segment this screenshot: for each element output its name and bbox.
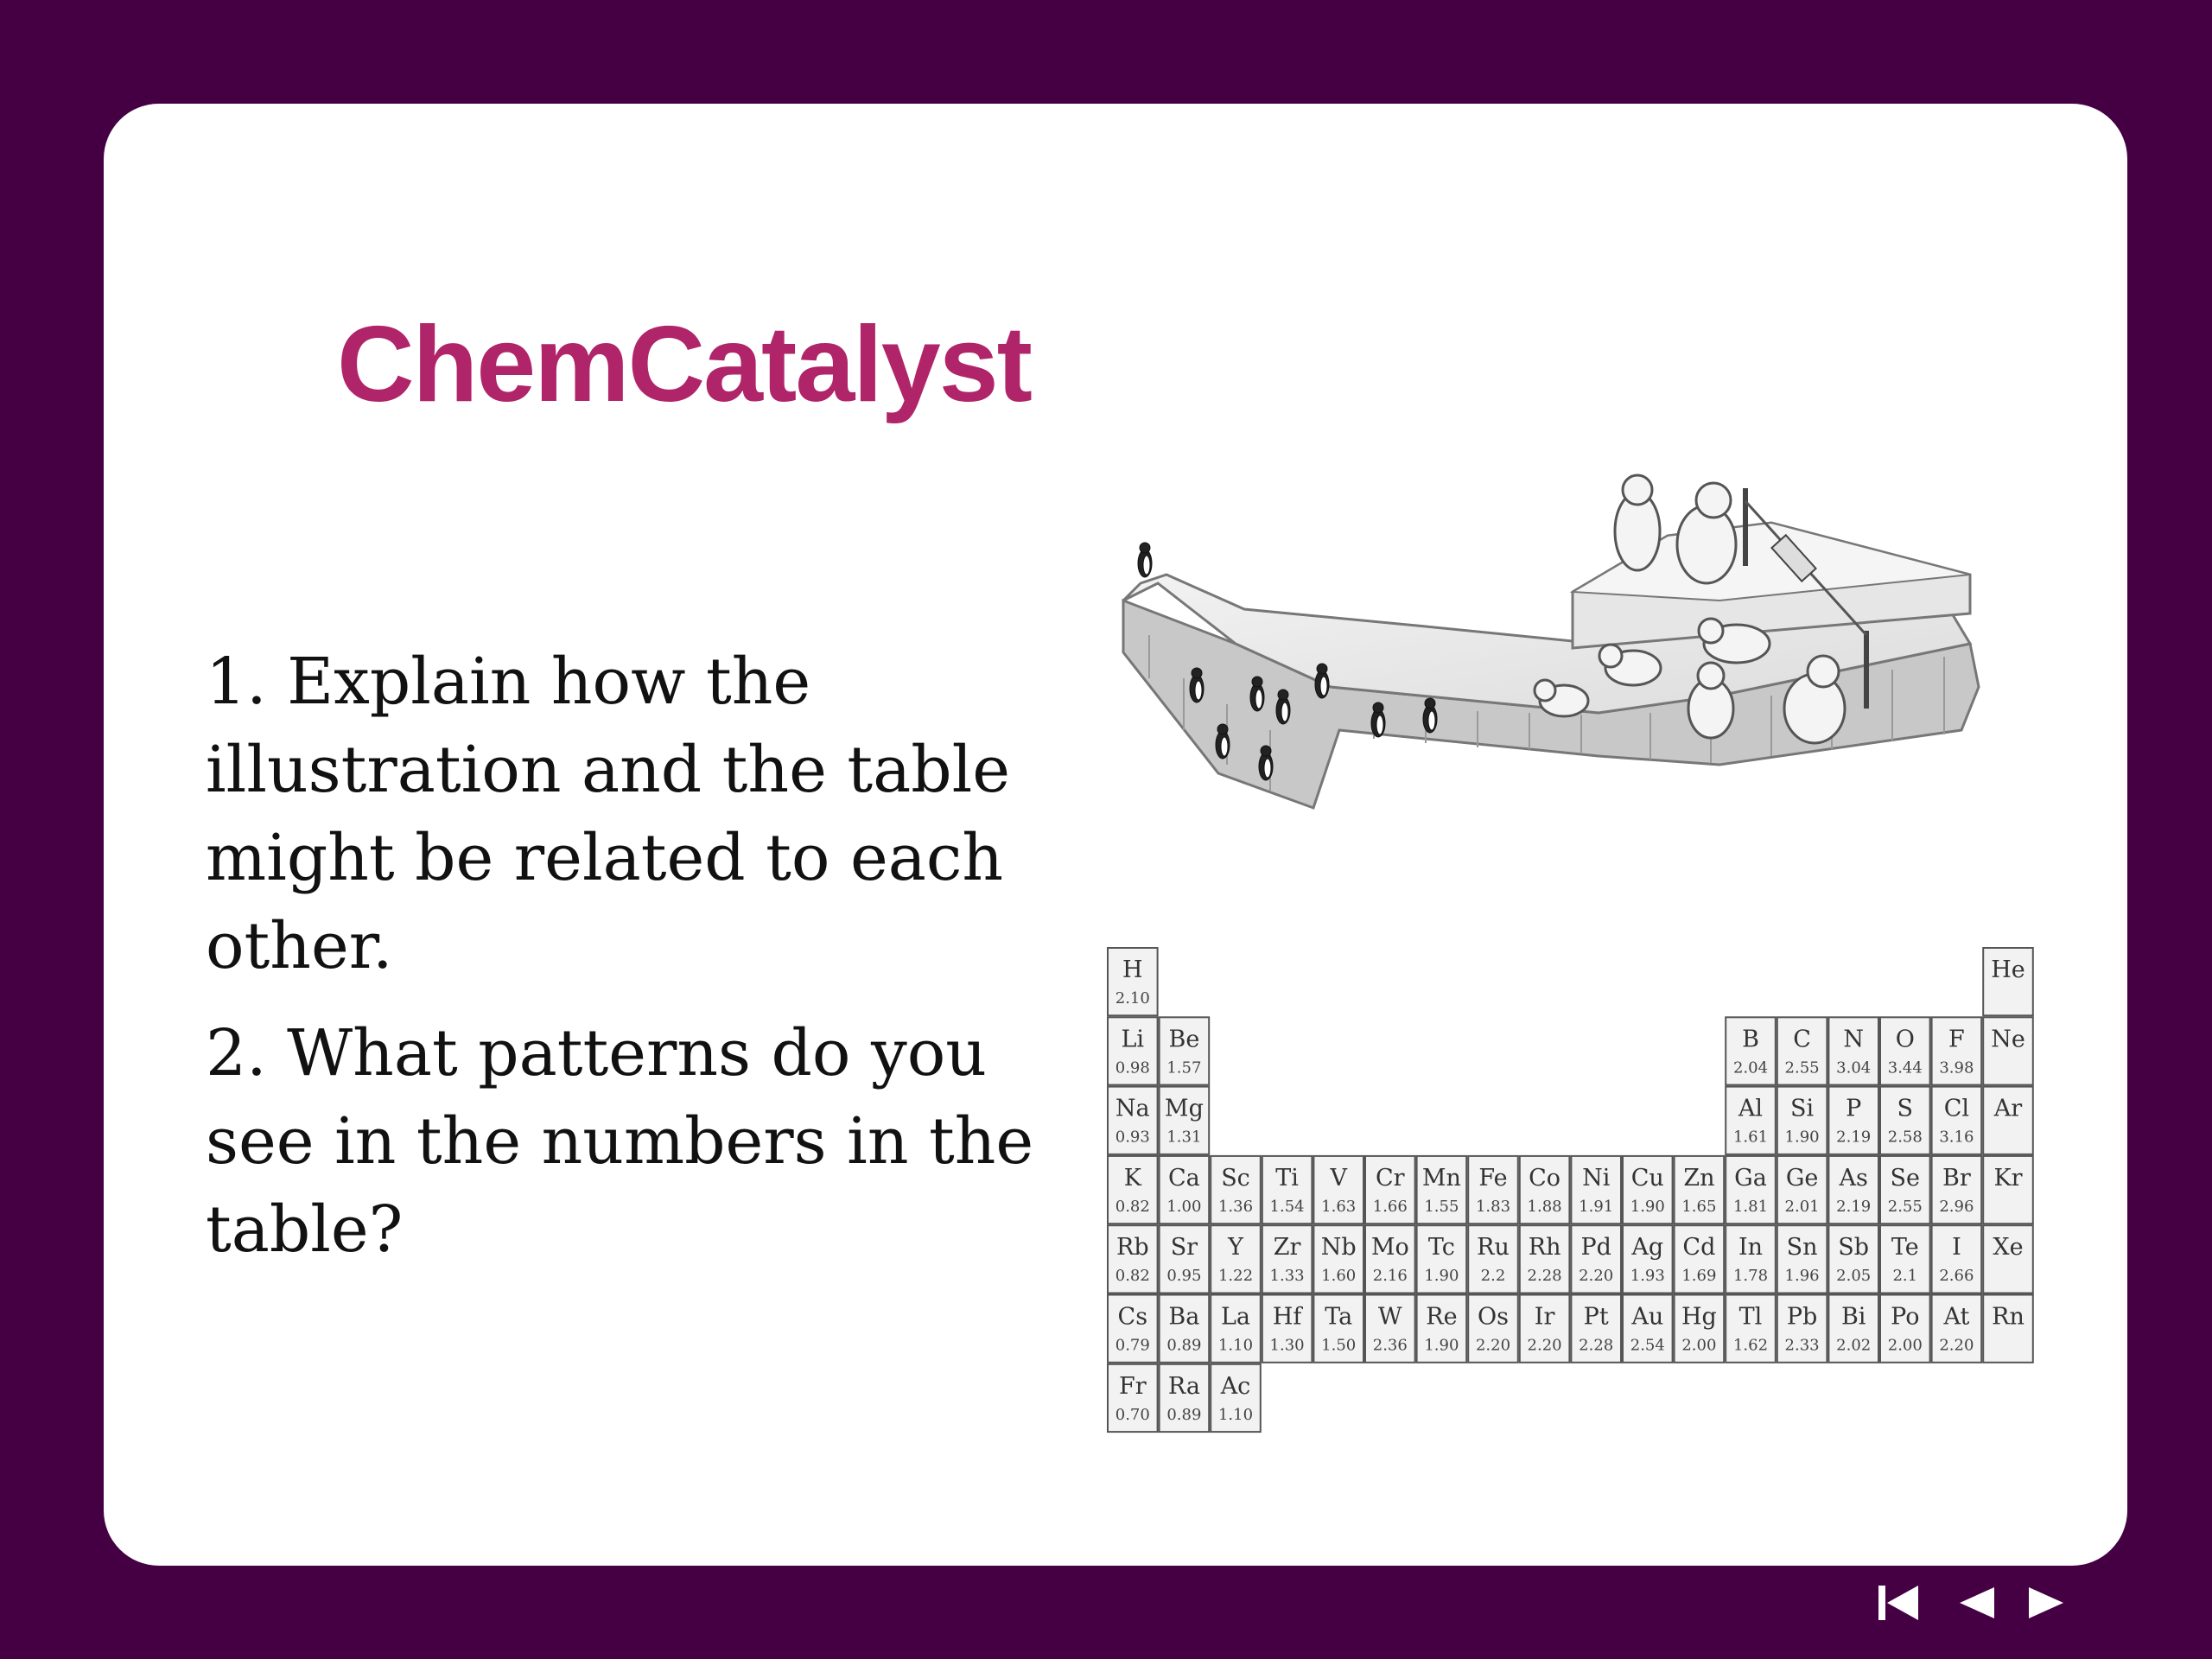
element-cell-in — [1726, 1225, 1776, 1293]
element-cell-o — [1880, 1017, 1930, 1084]
electronegativity-periodic-table — [1106, 946, 2036, 1437]
electronegativity-value: 0.70 — [1115, 1405, 1150, 1424]
electronegativity-value: 1.90 — [1424, 1267, 1459, 1286]
element-cell-na — [1108, 1087, 1158, 1154]
element-symbol: Rb — [1116, 1234, 1149, 1262]
electronegativity-value: 2.00 — [1681, 1336, 1717, 1355]
element-cell-sn — [1777, 1225, 1827, 1293]
element-symbol: Ni — [1582, 1164, 1611, 1192]
element-symbol: Cr — [1376, 1164, 1405, 1192]
electronegativity-value: 2.55 — [1784, 1058, 1820, 1077]
element-cell-re — [1417, 1295, 1467, 1363]
element-symbol: Rn — [1992, 1303, 2024, 1331]
element-cell-ra — [1160, 1364, 1210, 1432]
element-cell-ti — [1262, 1156, 1313, 1224]
element-symbol: Co — [1529, 1164, 1561, 1192]
electronegativity-value: 1.30 — [1269, 1336, 1305, 1355]
electronegativity-value: 3.98 — [1939, 1058, 1974, 1077]
electronegativity-value: 1.90 — [1424, 1336, 1459, 1355]
element-cell-w — [1365, 1295, 1415, 1363]
electronegativity-value: 2.20 — [1579, 1267, 1614, 1286]
element-cell-ac — [1211, 1364, 1261, 1432]
electronegativity-value: 1.50 — [1321, 1336, 1357, 1355]
element-cell-fe — [1468, 1156, 1518, 1224]
element-cell-mg — [1160, 1087, 1210, 1154]
electronegativity-value: 1.57 — [1166, 1058, 1202, 1077]
electronegativity-value: 2.54 — [1630, 1336, 1665, 1355]
element-symbol: Be — [1168, 1026, 1200, 1053]
element-cell-la — [1211, 1295, 1261, 1363]
element-cell-zr — [1262, 1225, 1313, 1293]
element-symbol: S — [1897, 1095, 1914, 1122]
electronegativity-value: 3.44 — [1887, 1058, 1923, 1077]
electronegativity-value: 1.91 — [1579, 1197, 1614, 1216]
element-symbol: Tl — [1738, 1303, 1763, 1331]
slide-title: ChemCatalyst — [337, 305, 1031, 424]
element-symbol: Ta — [1325, 1303, 1353, 1331]
question-2: 2. What patterns do you see in the numbers in the table? — [206, 1016, 1034, 1267]
element-cell-te — [1880, 1225, 1930, 1293]
element-cell-p — [1828, 1087, 1878, 1154]
element-cell-c — [1777, 1017, 1827, 1084]
element-symbol: Hf — [1272, 1303, 1302, 1331]
element-symbol: As — [1839, 1164, 1868, 1192]
element-cell-pt — [1571, 1295, 1621, 1363]
element-cell-rn — [1983, 1295, 2033, 1363]
element-cell-tc — [1417, 1225, 1467, 1293]
element-cell-ta — [1313, 1295, 1363, 1363]
element-cell-pd — [1571, 1225, 1621, 1293]
element-cell-sc — [1211, 1156, 1261, 1224]
element-cell-rh — [1520, 1225, 1570, 1293]
element-cell-nb — [1313, 1225, 1363, 1293]
element-cell-bi — [1828, 1295, 1878, 1363]
element-cell-kr — [1983, 1156, 2033, 1224]
electronegativity-value: 2.1 — [1892, 1267, 1918, 1286]
element-symbol: Os — [1478, 1303, 1509, 1331]
element-cell-cl — [1932, 1087, 1982, 1154]
question-list — [206, 638, 1070, 1293]
electronegativity-value: 1.55 — [1424, 1197, 1459, 1216]
element-symbol: B — [1742, 1026, 1759, 1053]
element-cell-tl — [1726, 1295, 1776, 1363]
electronegativity-value: 1.90 — [1784, 1128, 1820, 1147]
electronegativity-value: 2.04 — [1732, 1058, 1769, 1077]
element-cell-at — [1932, 1295, 1982, 1363]
electronegativity-value: 1.62 — [1732, 1336, 1769, 1355]
electronegativity-value: 2.36 — [1372, 1336, 1408, 1355]
electronegativity-value: 1.69 — [1681, 1267, 1717, 1286]
electronegativity-value: 0.98 — [1115, 1058, 1150, 1077]
ice-floe-illustration — [1115, 471, 1996, 842]
element-cell-co — [1520, 1156, 1570, 1224]
element-symbol: Cs — [1117, 1303, 1148, 1331]
element-symbol: Si — [1790, 1095, 1815, 1122]
element-cell-fr — [1108, 1364, 1158, 1432]
electronegativity-value: 2.10 — [1115, 989, 1150, 1007]
electronegativity-value: 1.83 — [1475, 1197, 1511, 1216]
electronegativity-value: 3.04 — [1836, 1058, 1872, 1077]
element-symbol: Rh — [1528, 1234, 1561, 1262]
element-cell-mo — [1365, 1225, 1415, 1293]
element-symbol: Mo — [1370, 1234, 1409, 1262]
electronegativity-value: 2.58 — [1887, 1128, 1923, 1147]
element-symbol: Ga — [1734, 1164, 1767, 1192]
electronegativity-value: 2.01 — [1784, 1197, 1820, 1216]
element-cell-rb — [1108, 1225, 1158, 1293]
electronegativity-value: 1.36 — [1217, 1197, 1254, 1216]
element-cell-br — [1932, 1156, 1982, 1224]
electronegativity-value: 2.2 — [1480, 1267, 1506, 1286]
element-symbol: Zr — [1273, 1234, 1301, 1262]
electronegativity-value: 2.19 — [1836, 1197, 1872, 1216]
element-symbol: C — [1793, 1026, 1811, 1053]
element-symbol: Cu — [1630, 1164, 1664, 1192]
element-symbol: Al — [1738, 1095, 1764, 1122]
element-cell-cs — [1108, 1295, 1158, 1363]
element-symbol: Xe — [1993, 1234, 2024, 1262]
electronegativity-value: 1.65 — [1681, 1197, 1717, 1216]
element-cell-hg — [1675, 1295, 1725, 1363]
electronegativity-value: 1.22 — [1217, 1267, 1254, 1286]
element-cell-as — [1828, 1156, 1878, 1224]
element-cell-zn — [1675, 1156, 1725, 1224]
element-symbol: N — [1843, 1026, 1865, 1053]
electronegativity-value: 2.02 — [1836, 1336, 1872, 1355]
element-cell-os — [1468, 1295, 1518, 1363]
electronegativity-value: 2.19 — [1836, 1128, 1872, 1147]
element-cell-ni — [1571, 1156, 1621, 1224]
element-symbol: Kr — [1993, 1164, 2023, 1192]
element-symbol: Ba — [1168, 1303, 1200, 1331]
element-cell-cd — [1675, 1225, 1725, 1293]
element-symbol: H — [1122, 957, 1143, 983]
element-symbol: Sc — [1221, 1164, 1250, 1192]
electronegativity-value: 2.16 — [1372, 1267, 1408, 1286]
element-symbol: Nb — [1320, 1234, 1357, 1262]
element-cell-ru — [1468, 1225, 1518, 1293]
element-cell-se — [1880, 1156, 1930, 1224]
electronegativity-value: 2.05 — [1836, 1267, 1872, 1286]
electronegativity-value: 1.81 — [1732, 1197, 1769, 1216]
electronegativity-value: 1.10 — [1217, 1336, 1254, 1355]
element-symbol: Pt — [1583, 1303, 1609, 1331]
element-symbol: Na — [1115, 1095, 1150, 1122]
element-symbol: Au — [1631, 1303, 1664, 1331]
electronegativity-value: 2.20 — [1475, 1336, 1511, 1355]
element-cell-ag — [1623, 1225, 1673, 1293]
electronegativity-value: 1.54 — [1269, 1197, 1305, 1216]
electronegativity-value: 1.96 — [1784, 1267, 1820, 1286]
element-symbol: Se — [1890, 1164, 1921, 1192]
element-symbol: Ir — [1534, 1303, 1555, 1331]
element-cell-ar — [1983, 1087, 2033, 1154]
electronegativity-value: 2.28 — [1527, 1267, 1562, 1286]
element-cell-pb — [1777, 1295, 1827, 1363]
element-symbol: Cd — [1682, 1234, 1716, 1262]
electronegativity-value: 1.31 — [1166, 1128, 1202, 1147]
element-symbol: Ag — [1631, 1234, 1664, 1262]
element-symbol: Mg — [1164, 1095, 1204, 1122]
element-symbol: La — [1220, 1303, 1251, 1331]
element-symbol: Ti — [1275, 1164, 1299, 1192]
electronegativity-value: 2.00 — [1887, 1336, 1923, 1355]
element-symbol: Ra — [1167, 1372, 1200, 1400]
element-symbol: Re — [1426, 1303, 1458, 1331]
element-cell-i — [1932, 1225, 1982, 1293]
element-symbol: Bi — [1840, 1303, 1866, 1331]
electronegativity-value: 2.66 — [1939, 1267, 1974, 1286]
element-cell-hf — [1262, 1295, 1313, 1363]
element-symbol: Sr — [1170, 1234, 1198, 1262]
next-arrow-icon[interactable] — [2020, 1577, 2072, 1629]
element-symbol: O — [1895, 1026, 1915, 1053]
element-cell-he — [1983, 948, 2033, 1015]
element-cell-li — [1108, 1017, 1158, 1084]
element-symbol: Y — [1228, 1234, 1243, 1262]
electronegativity-value: 0.79 — [1115, 1336, 1150, 1355]
element-cell-h — [1108, 948, 1158, 1015]
element-symbol: Mn — [1421, 1164, 1461, 1192]
element-symbol: F — [1948, 1026, 1965, 1053]
element-symbol: Tc — [1427, 1234, 1455, 1262]
element-symbol: Ru — [1477, 1234, 1510, 1262]
element-cell-y — [1211, 1225, 1261, 1293]
element-cell-ba — [1160, 1295, 1210, 1363]
element-cell-al — [1726, 1087, 1776, 1154]
element-symbol: Ge — [1785, 1164, 1819, 1192]
skip-to-first-icon[interactable] — [1873, 1577, 1925, 1629]
element-symbol: Sb — [1838, 1234, 1870, 1262]
element-symbol: K — [1123, 1164, 1141, 1192]
element-symbol: In — [1738, 1234, 1764, 1262]
element-symbol: V — [1330, 1164, 1347, 1192]
element-symbol: Fe — [1478, 1164, 1508, 1192]
electronegativity-value: 0.93 — [1115, 1128, 1150, 1147]
element-symbol: Ac — [1220, 1372, 1251, 1400]
element-symbol: Ca — [1168, 1164, 1200, 1192]
element-symbol: P — [1846, 1095, 1862, 1122]
electronegativity-value: 1.88 — [1527, 1197, 1562, 1216]
element-symbol: Ar — [1993, 1095, 2023, 1122]
element-cell-sb — [1828, 1225, 1878, 1293]
element-cell-ca — [1160, 1156, 1210, 1224]
electronegativity-value: 0.89 — [1166, 1336, 1202, 1355]
element-cell-v — [1313, 1156, 1363, 1224]
electronegativity-value: 0.82 — [1115, 1197, 1150, 1216]
element-symbol: Br — [1942, 1164, 1971, 1192]
electronegativity-value: 1.66 — [1372, 1197, 1408, 1216]
element-symbol: At — [1943, 1303, 1970, 1331]
electronegativity-value: 1.63 — [1321, 1197, 1357, 1216]
element-cell-cu — [1623, 1156, 1673, 1224]
electronegativity-value: 1.61 — [1732, 1128, 1769, 1147]
element-symbol: Sn — [1786, 1234, 1818, 1262]
electronegativity-value: 3.16 — [1939, 1128, 1974, 1147]
element-cell-mn — [1417, 1156, 1467, 1224]
element-cell-f — [1932, 1017, 1982, 1084]
element-symbol: Te — [1891, 1234, 1919, 1262]
element-cell-n — [1828, 1017, 1878, 1084]
element-cell-be — [1160, 1017, 1210, 1084]
element-symbol: Li — [1121, 1026, 1145, 1053]
electronegativity-value: 1.60 — [1321, 1267, 1357, 1286]
element-cell-po — [1880, 1295, 1930, 1363]
element-cell-ir — [1520, 1295, 1570, 1363]
element-cell-k — [1108, 1156, 1158, 1224]
element-cell-b — [1726, 1017, 1776, 1084]
electronegativity-value: 2.28 — [1579, 1336, 1614, 1355]
element-symbol: Pd — [1580, 1234, 1611, 1262]
element-symbol: W — [1377, 1303, 1402, 1331]
electronegativity-value: 2.20 — [1527, 1336, 1562, 1355]
element-cell-si — [1777, 1087, 1827, 1154]
element-symbol: Pb — [1786, 1303, 1818, 1331]
element-cell-cr — [1365, 1156, 1415, 1224]
element-cell-au — [1623, 1295, 1673, 1363]
electronegativity-value: 1.93 — [1630, 1267, 1665, 1286]
element-cell-xe — [1983, 1225, 2033, 1293]
element-cell-ge — [1777, 1156, 1827, 1224]
electronegativity-value: 1.10 — [1217, 1405, 1254, 1424]
element-symbol: He — [1991, 957, 2025, 983]
electronegativity-value: 2.20 — [1939, 1336, 1974, 1355]
element-cell-sr — [1160, 1225, 1210, 1293]
question-1: 1. Explain how the illustration and the table might be related to each other. — [206, 645, 1011, 983]
element-symbol: Zn — [1683, 1164, 1715, 1192]
element-symbol: Po — [1891, 1303, 1920, 1331]
element-symbol: Ne — [1991, 1026, 2025, 1053]
element-cell-ga — [1726, 1156, 1776, 1224]
electronegativity-value: 0.82 — [1115, 1267, 1150, 1286]
element-cell-ne — [1983, 1017, 2033, 1084]
element-symbol: Cl — [1943, 1095, 1970, 1122]
electronegativity-value: 1.00 — [1166, 1197, 1202, 1216]
electronegativity-value: 1.33 — [1269, 1267, 1305, 1286]
electronegativity-value: 2.96 — [1939, 1197, 1974, 1216]
previous-arrow-icon[interactable] — [1951, 1577, 2003, 1629]
electronegativity-value: 1.78 — [1732, 1267, 1769, 1286]
element-symbol: I — [1952, 1234, 1961, 1262]
element-symbol: Fr — [1118, 1372, 1147, 1400]
electronegativity-value: 1.90 — [1630, 1197, 1665, 1216]
element-symbol: Hg — [1681, 1303, 1717, 1331]
electronegativity-value: 0.95 — [1166, 1267, 1202, 1286]
electronegativity-value: 0.89 — [1166, 1405, 1202, 1424]
element-cell-s — [1880, 1087, 1930, 1154]
electronegativity-value: 2.33 — [1784, 1336, 1820, 1355]
electronegativity-value: 2.55 — [1887, 1197, 1923, 1216]
